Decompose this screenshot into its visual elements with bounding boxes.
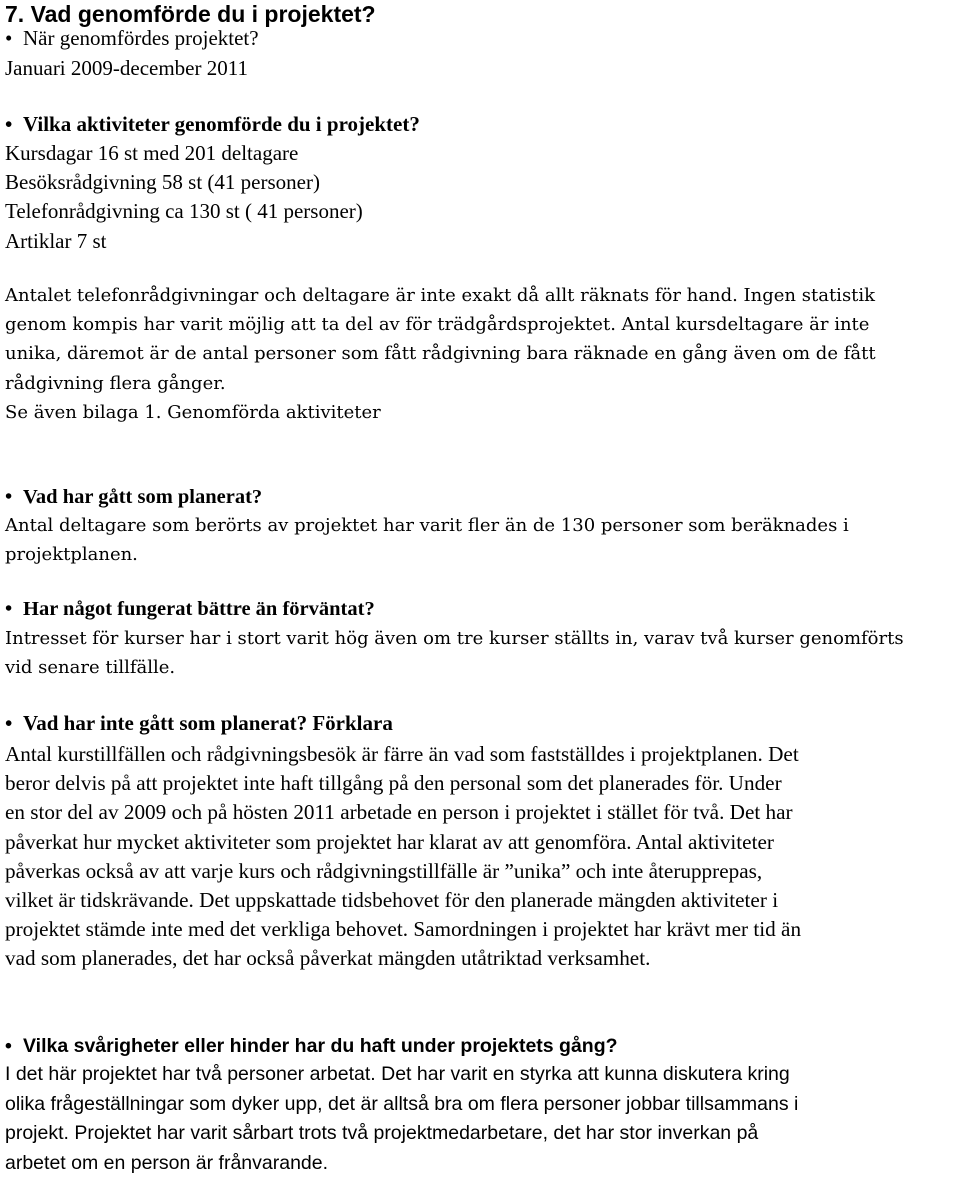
paragraph-line: projektplanen. — [5, 540, 950, 569]
section-heading: 7. Vad genomförde du i projektet? — [5, 0, 950, 28]
bullet-icon: • — [5, 595, 23, 624]
paragraph-line: rådgivning flera gånger. — [5, 369, 950, 398]
question-activities — [5, 110, 950, 139]
activities-paragraph — [5, 281, 950, 427]
paragraph-line: vilket är tidskrävande. Det uppskattade tidsbehovet för den planerade mängden aktiviteter i — [5, 886, 950, 915]
paragraph-line: påverkat hur mycket aktiviteter som projektet har klarat av att genomföra. Antal aktiviteter — [5, 828, 950, 857]
paragraph-line: beror delvis på att projektet inte haft tillgång på den personal som det planerades för. Under — [5, 769, 950, 798]
question-better-text: Har något fungerat bättre än förväntat? — [23, 598, 375, 620]
question-better — [5, 595, 950, 624]
difficulties-answer — [5, 1060, 950, 1178]
paragraph-line: genom kompis har varit möjlig att ta del av för trädgårdsprojektet. Antal kursdeltagare är inte — [5, 310, 950, 339]
paragraph-line: en stor del av 2009 och på hösten 2011 arbetade en person i projektet i stället för två. Det har — [5, 798, 950, 827]
paragraph-line: vad som planerades, det har också påverkat mängden utåtriktad verksamhet. — [5, 944, 950, 973]
question-when — [5, 24, 950, 53]
bullet-icon: • — [5, 1032, 23, 1061]
bullet-icon: • — [5, 24, 23, 53]
paragraph-line: Antal kurstillfällen och rådgivningsbesök är färre än vad som fastställdes i projektplanen. Det — [5, 740, 950, 769]
paragraph-line: projektet stämde inte med det verkliga behovet. Samordningen i projektet har krävt mer tid än — [5, 915, 950, 944]
paragraph-line: påverkas också av att varje kurs och rådgivningstillfälle är ”unika” och inte återupprepas, — [5, 857, 950, 886]
question-activities-text: Vilka aktiviteter genomförde du i projektet? — [23, 112, 420, 136]
paragraph-line: Intresset för kurser har i stort varit hög även om tre kurser ställts in, varav två kurser genomförts — [5, 624, 950, 653]
paragraph-line: Antalet telefonrådgivningar och deltagare är inte exakt då allt räknats för hand. Ingen statistik — [5, 281, 950, 310]
bullet-icon: • — [5, 709, 23, 738]
question-difficulties-text: Vilka svårigheter eller hinder har du haft under projektets gång? — [23, 1035, 618, 1057]
bullet-icon: • — [5, 110, 23, 139]
paragraph-line: projekt. Projektet har varit sårbart trots två projektmedarbetare, det har stor inverkan på — [5, 1119, 950, 1149]
paragraph-line: Antal deltagare som berörts av projektet har varit fler än de 130 personer som beräknades i — [5, 511, 950, 540]
paragraph-line: I det här projektet har två personer arbetat. Det har varit en styrka att kunna diskutera kring — [5, 1060, 950, 1090]
answer-when: Januari 2009-december 2011 — [5, 54, 950, 83]
question-not-planned — [5, 709, 950, 738]
paragraph-line: vid senare tillfälle. — [5, 653, 950, 682]
activity-item: Telefonrådgivning ca 130 st ( 41 personer) — [5, 197, 950, 226]
activity-item: Artiklar 7 st — [5, 227, 950, 256]
bullet-icon: • — [5, 483, 23, 512]
question-planned — [5, 483, 950, 512]
planned-answer — [5, 511, 950, 569]
paragraph-line: unika, däremot är de antal personer som fått rådgivning bara räknade en gång även om de fått — [5, 339, 950, 368]
activity-list — [5, 139, 950, 256]
question-difficulties — [5, 1032, 950, 1061]
paragraph-line: Se även bilaga 1. Genomförda aktiviteter — [5, 398, 950, 427]
paragraph-line: olika frågeställningar som dyker upp, det är alltså bra om flera personer jobbar tillsammans i — [5, 1090, 950, 1120]
question-planned-text: Vad har gått som planerat? — [23, 486, 262, 508]
paragraph-line: arbetet om en person är frånvarande. — [5, 1149, 950, 1178]
question-not-planned-text: Vad har inte gått som planerat? Förklara — [23, 711, 393, 735]
question-when-text: När genomfördes projektet? — [23, 26, 259, 50]
better-answer — [5, 624, 950, 682]
activity-item: Kursdagar 16 st med 201 deltagare — [5, 139, 950, 168]
activity-item: Besöksrådgivning 58 st (41 personer) — [5, 168, 950, 197]
not-planned-answer — [5, 740, 950, 974]
